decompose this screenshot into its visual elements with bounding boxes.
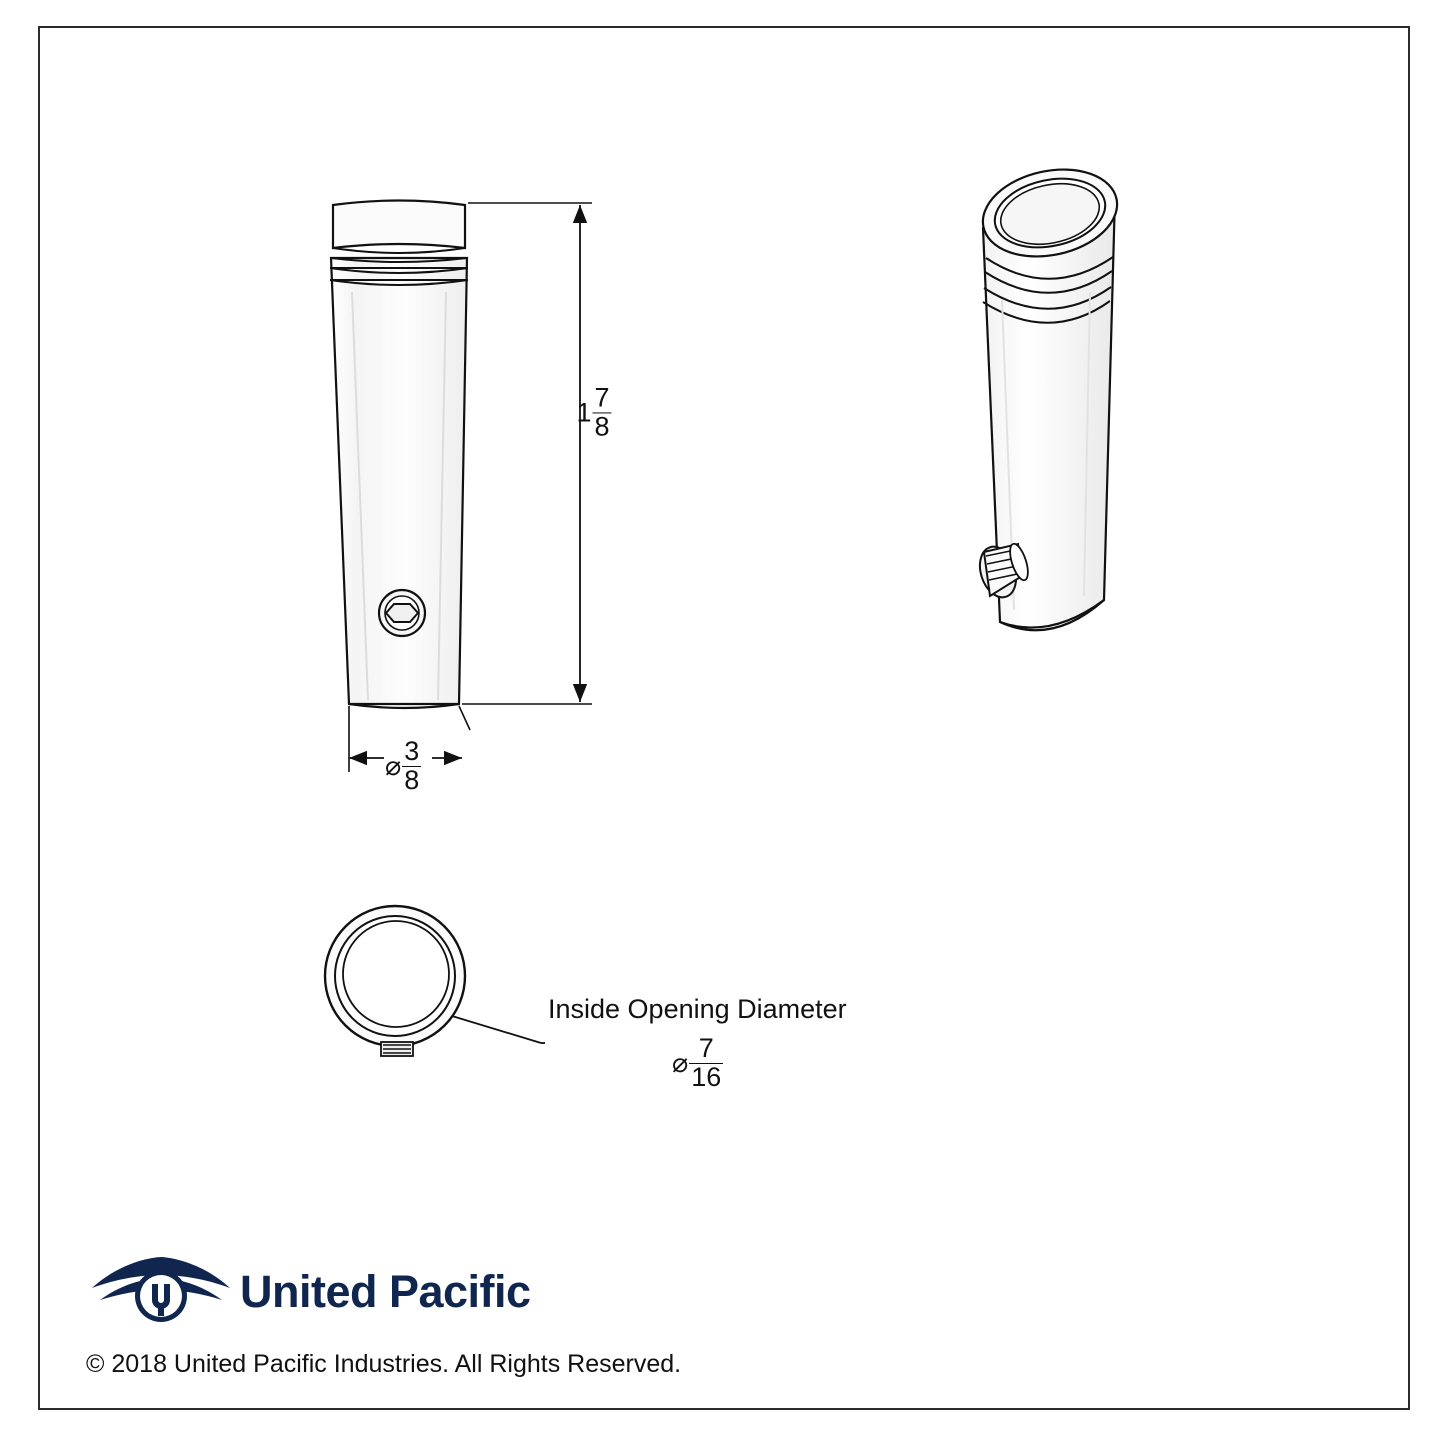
dimension-overall-length-label bbox=[566, 382, 622, 441]
length-fraction: $\frac{7}{8}$ bbox=[594, 382, 610, 441]
od-fraction: $\frac{3}{8}$ bbox=[404, 736, 420, 795]
branding-block bbox=[86, 1248, 706, 1388]
brand-logo-row bbox=[86, 1248, 706, 1334]
brand-name: United Pacific bbox=[240, 1265, 531, 1317]
dimension-overall-length bbox=[462, 203, 592, 704]
dimension-inside-diameter-label bbox=[672, 1035, 723, 1091]
inside-opening-diameter-callout: Inside Opening Diameter bbox=[548, 994, 847, 1024]
dimension-outside-diameter-label bbox=[385, 738, 421, 794]
united-pacific-winged-u-icon bbox=[86, 1248, 236, 1334]
set-screw-bottom bbox=[381, 1042, 413, 1056]
length-whole: 1 bbox=[576, 396, 592, 427]
front-view bbox=[330, 201, 468, 709]
diameter-symbol-id: ⌀ bbox=[672, 1047, 689, 1078]
copyright-text: © 2018 United Pacific Industries. All Rights Reserved. bbox=[86, 1350, 682, 1378]
id-fraction: $\frac{7}{16}$ bbox=[691, 1033, 722, 1092]
diameter-symbol-od: ⌀ bbox=[385, 750, 402, 781]
bottom-view bbox=[325, 906, 545, 1056]
isometric-view bbox=[974, 158, 1125, 630]
set-screw-front bbox=[379, 590, 425, 636]
